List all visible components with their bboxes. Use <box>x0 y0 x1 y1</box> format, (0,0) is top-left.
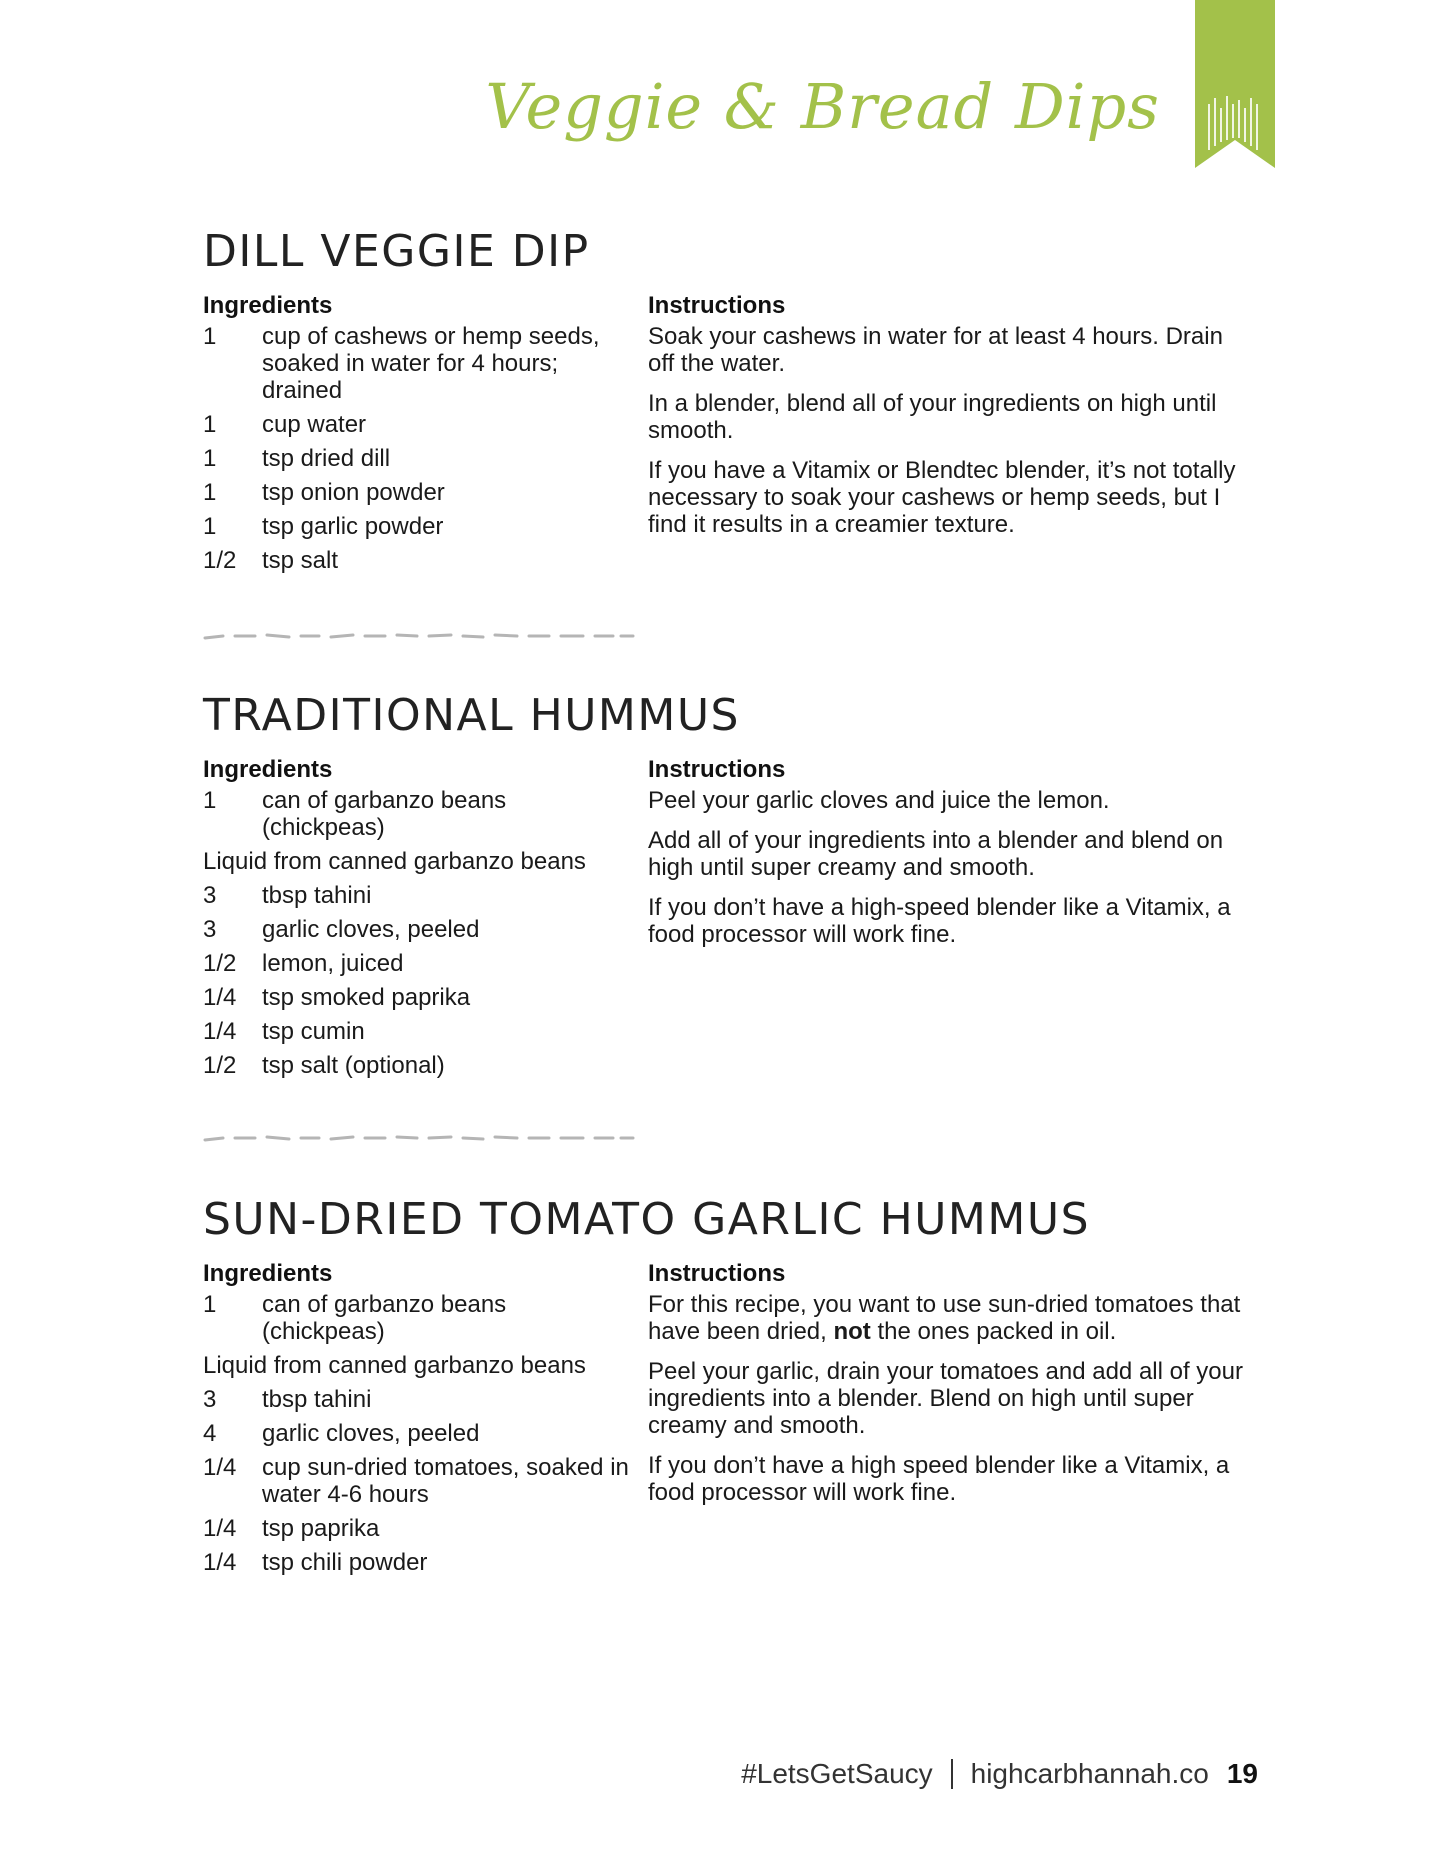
ingredient-item <box>203 1515 633 1542</box>
ingredient-item: Liquid from canned garbanzo beans <box>203 1352 586 1379</box>
ingredient-item <box>203 1386 633 1413</box>
instruction-paragraph: If you don’t have a high speed blender like a Vitamix, a food processor will work fine. <box>648 1452 1230 1506</box>
ingredient-qty: 1 <box>203 1291 217 1318</box>
dashed-divider <box>203 630 635 642</box>
ingredient-text: cup of cashews or hemp seeds, soaked in water for 4 hours; drained <box>262 323 600 404</box>
ingredient-item <box>203 1018 633 1045</box>
recipe-traditional-hummus <box>203 690 1263 1079</box>
section-title: Veggie & Bread Dips <box>485 70 1160 143</box>
instruction-paragraph <box>648 1291 1248 1345</box>
ingredient-qty: 3 <box>203 882 217 909</box>
ingredients-column <box>203 753 633 1086</box>
ingredient-item <box>203 1420 633 1447</box>
ingredient-item <box>203 1454 633 1508</box>
footer-separator <box>951 1759 953 1789</box>
ingredient-text: garlic cloves, peeled <box>262 916 480 943</box>
ingredient-qty: 1 <box>203 411 217 438</box>
ingredient-text: tsp smoked paprika <box>262 984 471 1011</box>
ingredients-heading: Ingredients <box>203 756 333 783</box>
ingredient-qty: 1/2 <box>203 1052 237 1079</box>
ingredient-item <box>203 984 633 1011</box>
ingredient-qty: 1/4 <box>203 1515 237 1542</box>
ingredient-text: tsp cumin <box>262 1018 365 1045</box>
instruction-paragraph: Add all of your ingredients into a blender and blend on high until super creamy and smooth. <box>648 827 1224 881</box>
ingredient-qty: 1/4 <box>203 1454 237 1481</box>
ingredients-heading: Ingredients <box>203 1260 333 1287</box>
ingredient-item <box>203 411 633 438</box>
ingredient-qty: 3 <box>203 1386 217 1413</box>
ingredient-text: tbsp tahini <box>262 882 372 909</box>
recipe-dill-veggie-dip <box>203 226 1263 574</box>
instruction-paragraph: Peel your garlic cloves and juice the lemon. <box>648 787 1110 814</box>
instructions-column <box>648 289 1248 551</box>
instruction-paragraph: If you don’t have a high-speed blender like a Vitamix, a food processor will work fine. <box>648 894 1231 948</box>
ingredient-text: tsp onion powder <box>262 479 445 506</box>
ingredient-qty: 4 <box>203 1420 217 1447</box>
instruction-paragraph: Peel your garlic, drain your tomatoes and add all of your ingredients into a blender. Blend on high until super creamy and smooth. <box>648 1358 1243 1439</box>
ingredient-qty: 3 <box>203 916 217 943</box>
ingredient-qty: 1/4 <box>203 1549 237 1576</box>
instructions-heading: Instructions <box>648 1260 786 1287</box>
ingredients-heading: Ingredients <box>203 292 333 319</box>
ingredient-item <box>203 882 633 909</box>
ingredient-text: tsp dried dill <box>262 445 391 472</box>
dashed-divider <box>203 1132 635 1144</box>
ingredient-qty: 1/2 <box>203 950 237 977</box>
ingredient-text: tsp salt (optional) <box>262 1052 445 1079</box>
ingredient-text: lemon, juiced <box>262 950 404 977</box>
ingredient-text: tsp paprika <box>262 1515 380 1542</box>
instruction-emphasis: not <box>833 1318 871 1345</box>
ingredient-qty: 1/4 <box>203 984 237 1011</box>
ingredient-item <box>203 1052 633 1079</box>
ingredient-text: tsp garlic powder <box>262 513 444 540</box>
footer-website: highcarbhannah.co <box>970 1758 1209 1789</box>
ingredient-item <box>203 1291 633 1345</box>
ingredient-item <box>203 513 633 540</box>
footer-hashtag: #LetsGetSaucy <box>741 1758 933 1789</box>
ingredient-qty: 1 <box>203 323 217 350</box>
ingredient-text: garlic cloves, peeled <box>262 1420 480 1447</box>
page-number: 19 <box>1226 1758 1258 1789</box>
ingredient-item <box>203 445 633 472</box>
ingredient-text: cup water <box>262 411 367 438</box>
ingredient-item: Liquid from canned garbanzo beans <box>203 848 586 875</box>
instruction-text: the ones packed in oil. <box>870 1318 1117 1345</box>
recipe-title: DILL VEGGIE DIP <box>203 226 590 277</box>
instructions-column <box>648 1257 1248 1519</box>
ingredients-column <box>203 289 633 581</box>
instruction-paragraph: Soak your cashews in water for at least 4 hours. Drain off the water. <box>648 323 1223 377</box>
instruction-paragraph: If you have a Vitamix or Blendtec blender, it’s not totally necessary to soak your cashews or hemp seeds, but I find it results in a creamier texture. <box>648 457 1236 538</box>
ingredient-qty: 1 <box>203 479 217 506</box>
ingredient-qty: 1/4 <box>203 1018 237 1045</box>
ingredient-item <box>203 787 633 841</box>
ingredient-qty: 1 <box>203 445 217 472</box>
ingredient-text: cup sun-dried tomatoes, soaked in water 4-6 hours <box>262 1454 629 1508</box>
instructions-column <box>648 753 1248 961</box>
ingredient-text: can of garbanzo beans (chickpeas) <box>262 787 507 841</box>
ingredient-item <box>203 547 633 574</box>
recipe-title: SUN-DRIED TOMATO GARLIC HUMMUS <box>203 1194 1090 1245</box>
instructions-heading: Instructions <box>648 756 786 783</box>
bookmark-ribbon-icon <box>1195 0 1275 168</box>
ingredient-item <box>203 479 633 506</box>
ingredient-text: tbsp tahini <box>262 1386 372 1413</box>
ingredient-item <box>203 323 633 404</box>
ingredients-column <box>203 1257 633 1583</box>
instructions-heading: Instructions <box>648 292 786 319</box>
instruction-text: For this recipe, you want to use sun-dried tomatoes that have been dried, <box>648 1291 1241 1345</box>
recipe-title: TRADITIONAL HUMMUS <box>203 690 740 741</box>
ingredient-text: tsp salt <box>262 547 339 574</box>
recipe-sun-dried-tomato-garlic-hummus <box>203 1194 1263 1576</box>
page-footer <box>741 1758 1258 1790</box>
ingredient-qty: 1/2 <box>203 547 237 574</box>
ingredient-qty: 1 <box>203 513 217 540</box>
instruction-paragraph: In a blender, blend all of your ingredients on high until smooth. <box>648 390 1217 444</box>
ingredient-text: can of garbanzo beans (chickpeas) <box>262 1291 507 1345</box>
ingredient-item <box>203 950 633 977</box>
ingredient-text: tsp chili powder <box>262 1549 428 1576</box>
ingredient-qty: 1 <box>203 787 217 814</box>
ingredient-item <box>203 916 633 943</box>
ingredient-item <box>203 1549 633 1576</box>
